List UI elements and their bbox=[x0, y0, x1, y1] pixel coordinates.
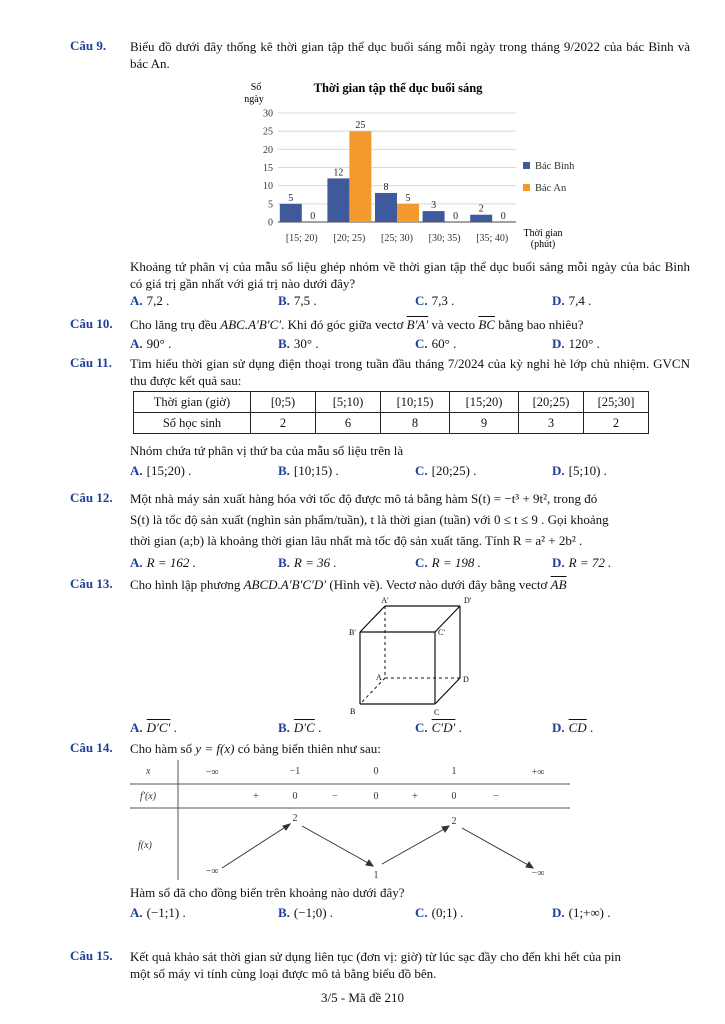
chart-legend-swatch bbox=[523, 184, 530, 191]
chart-ylabel-1: Số bbox=[250, 82, 262, 93]
q14-option-c[interactable]: C. (0;1) . bbox=[415, 905, 464, 920]
q9-option-c[interactable]: C. 7,3 . bbox=[415, 293, 455, 308]
q11-option-d[interactable]: D. [5;10) . bbox=[552, 463, 607, 478]
chart-data-label: 2 bbox=[478, 203, 484, 215]
chart-title: Thời gian tập thể dục buổi sáng bbox=[313, 81, 483, 95]
q9-option-d[interactable]: D. 7,4 . bbox=[552, 293, 592, 308]
q14-variation-table bbox=[130, 760, 570, 882]
chart-ylabel-2: ngày bbox=[244, 94, 264, 105]
table-cell: [0;5) bbox=[251, 392, 316, 413]
vt-f-right: −∞ bbox=[531, 868, 545, 879]
q10-option-b[interactable]: B. 30° . bbox=[278, 336, 319, 351]
table-cell: [10;15) bbox=[381, 392, 450, 413]
q11-option-a[interactable]: A. [15;20) . bbox=[130, 463, 192, 478]
chart-ytick-label: 10 bbox=[263, 181, 273, 193]
q14-text: Cho hàm số y = f(x) có bảng biến thiên như sau: bbox=[130, 741, 381, 756]
chart-ytick-label: 30 bbox=[263, 108, 273, 120]
chart-data-label: 0 bbox=[500, 211, 506, 222]
chart-xtick-label: [25; 30) bbox=[381, 233, 413, 244]
q10-text: Cho lăng trụ đều ABC.A′B′C′. Khi đó góc giữa vectơ B′A′ và vecto $\overline{BC}$ bằng bao nhiêu? bbox=[130, 317, 584, 332]
q9-options bbox=[130, 293, 700, 311]
chart-bar bbox=[349, 131, 371, 222]
q10-option-d[interactable]: D. 120° . bbox=[552, 336, 600, 351]
chart-data-label: 3 bbox=[431, 200, 437, 212]
q10-number: Câu 10. bbox=[70, 316, 113, 331]
q13-option-a[interactable]: A. D′C′ . bbox=[130, 720, 177, 735]
q14-option-d[interactable]: D. (1;+∞) . bbox=[552, 905, 611, 920]
q9-question: Khoảng tứ phân vị của mẫu số liệu ghép nhóm về thời gian tập thể dục buổi sáng mỗi ngày của bác Bình có giá trị gần nhất với giá trị nào dưới đây? bbox=[130, 259, 690, 291]
q11-text: Tìm hiểu thời gian sử dụng điện thoại trong tuần đầu tháng 7/2024 của kỳ nghỉ hè lớp chủ nhiệm. GVCN thu được kết quả sau: bbox=[130, 356, 690, 388]
chart-legend-label: Bác Bình bbox=[535, 161, 575, 172]
q9-text: Biểu đồ dưới đây thống kê thời gian tập thể dục buổi sáng mỗi ngày trong tháng 9/2022 của bác Bình và bác An. bbox=[130, 39, 690, 71]
chart-legend-label: Bác An bbox=[535, 183, 567, 194]
chart-xlabel-2: (phút) bbox=[530, 239, 556, 250]
q12-option-b[interactable]: B. R = 36 . bbox=[278, 555, 337, 570]
vt-sign-2: 0 bbox=[292, 791, 298, 802]
vt-sign-6: 0 bbox=[451, 791, 457, 802]
q14-option-a[interactable]: A. (−1;1) . bbox=[130, 905, 186, 920]
q10-option-a[interactable]: A. 90° . bbox=[130, 336, 172, 351]
vt-x-label: x bbox=[146, 766, 151, 777]
chart-data-label: 5 bbox=[288, 192, 294, 204]
chart-ytick-label: 25 bbox=[263, 126, 273, 138]
chart-ytick-label: 20 bbox=[263, 144, 273, 156]
chart-bar bbox=[375, 193, 397, 222]
vt-sign-5: + bbox=[412, 791, 418, 802]
chart-ytick-label: 0 bbox=[268, 217, 273, 229]
chart-data-label: 25 bbox=[355, 120, 366, 132]
q14-option-b[interactable]: B. (−1;0) . bbox=[278, 905, 334, 920]
q10-options bbox=[130, 336, 700, 354]
chart-xtick-label: [30; 35) bbox=[428, 233, 461, 244]
q13-option-d[interactable]: D. $\overline{CD}$ . bbox=[552, 720, 594, 735]
chart-xtick-label: [20; 25) bbox=[333, 233, 366, 244]
q14-number: Câu 14. bbox=[70, 740, 113, 755]
chart-ytick-label: 5 bbox=[268, 199, 273, 211]
vt-x-1: 1 bbox=[451, 766, 457, 777]
table-cell: 2 bbox=[251, 413, 316, 434]
q9-option-b[interactable]: B. 7,5 . bbox=[278, 293, 317, 308]
vt-sign-1: + bbox=[253, 791, 259, 802]
q13-cube-figure bbox=[340, 594, 485, 719]
vt-f-max2: 2 bbox=[451, 816, 457, 827]
q14-question: Hàm số đã cho đồng biến trên khoảng nào dưới đây? bbox=[130, 885, 405, 900]
cube-label-a1: A' bbox=[381, 596, 389, 605]
chart-bar bbox=[470, 215, 492, 222]
q14-options bbox=[130, 905, 700, 923]
vt-x-pos-inf: +∞ bbox=[531, 767, 545, 778]
q12-text: Một nhà máy sản xuất hàng hóa với tốc độ được mô tả bằng hàm S(t) = −t³ + 9t², trong đó S(t) là tốc độ sản xuất (nghìn sản phẩm/tuần), t là thời gian (tuần) với 0 ≤ t ≤ 9 . Gọi khoảng thời gian (a;b) là khoảng thời gian lâu nhất mà tốc độ sản xuất tăng. Tính R = a² + 2b² . bbox=[130, 491, 609, 548]
vt-x-0: 0 bbox=[373, 766, 379, 777]
q13-number: Câu 13. bbox=[70, 576, 113, 591]
vt-fp-label: f′(x) bbox=[140, 791, 157, 802]
table-cell: 3 bbox=[519, 413, 584, 434]
vt-f-label: f(x) bbox=[138, 840, 152, 851]
q12-option-c[interactable]: C. R = 198 . bbox=[415, 555, 481, 570]
table-header-time: Thời gian (giờ) bbox=[134, 392, 251, 413]
vt-sign-4: 0 bbox=[373, 791, 379, 802]
q13-text: Cho hình lập phương ABCD.A′B′C′D′ (Hình vẽ). Vectơ nào dưới đây bằng vectơ $\overline{AB}$ bbox=[130, 577, 567, 592]
table-cell: [5;10) bbox=[316, 392, 381, 413]
table-header-students: Số học sinh bbox=[134, 413, 251, 434]
chart-legend-swatch bbox=[523, 162, 530, 169]
cube-label-c: C bbox=[434, 708, 440, 717]
q10-option-c[interactable]: C. 60° . bbox=[415, 336, 457, 351]
table-cell: 6 bbox=[316, 413, 381, 434]
chart-bar bbox=[423, 211, 445, 222]
vt-f-max1: 2 bbox=[292, 813, 298, 824]
q11-question: Nhóm chứa tứ phân vị thứ ba của mẫu số liệu trên là bbox=[130, 443, 404, 458]
q15-text: Kết quả khảo sát thời gian sử dụng liên tục (đơn vị: giờ) từ lúc sạc đầy cho đến khi hết của pin một số máy vi tính cùng loại được mô tả bằng biểu đồ bên. bbox=[130, 949, 622, 981]
chart-xtick-label: [15; 20) bbox=[285, 233, 318, 244]
chart-bar bbox=[397, 204, 419, 222]
q12-option-a[interactable]: A. R = 162 . bbox=[130, 555, 196, 570]
chart-xlabel-1: Thời gian bbox=[523, 228, 563, 239]
table-cell: [25;30] bbox=[584, 392, 649, 413]
table-cell: 8 bbox=[381, 413, 450, 434]
page-footer: 3/5 - Mã đề 210 bbox=[320, 990, 405, 1005]
chart-data-label: 12 bbox=[333, 167, 344, 179]
q11-data-table bbox=[133, 391, 649, 434]
table-row bbox=[134, 392, 649, 413]
q11-option-c[interactable]: C. [20;25) . bbox=[415, 463, 477, 478]
chart-data-label: 0 bbox=[310, 211, 316, 222]
vt-x-neg-inf: −∞ bbox=[205, 767, 219, 778]
chart-bar bbox=[327, 178, 349, 222]
chart-ytick-label: 15 bbox=[263, 163, 273, 174]
table-cell: 9 bbox=[450, 413, 519, 434]
q11-options bbox=[130, 463, 700, 481]
chart-data-label: 8 bbox=[383, 181, 389, 193]
cube-label-a: A bbox=[376, 673, 382, 682]
table-row bbox=[134, 413, 649, 434]
cube-label-b1: B' bbox=[349, 628, 356, 637]
q11-option-b[interactable]: B. [10;15) . bbox=[278, 463, 339, 478]
vt-sign-3: − bbox=[332, 791, 338, 802]
vt-f-left: −∞ bbox=[205, 866, 219, 877]
cube-label-b: B bbox=[350, 707, 356, 716]
chart-data-label: 0 bbox=[453, 211, 459, 222]
cube-label-d1: D' bbox=[464, 596, 472, 605]
q9-number: Câu 9. bbox=[70, 38, 107, 53]
q12-option-d[interactable]: D. R = 72 . bbox=[552, 555, 612, 570]
q11-number: Câu 11. bbox=[70, 355, 112, 370]
q12-number: Câu 12. bbox=[70, 490, 113, 505]
vt-sign-7: − bbox=[493, 791, 499, 802]
q9-bar-chart bbox=[238, 76, 608, 256]
chart-xtick-label: [35; 40) bbox=[476, 233, 509, 244]
q13-options bbox=[130, 720, 700, 738]
q15-number: Câu 15. bbox=[70, 948, 113, 963]
vt-f-min: 1 bbox=[373, 870, 379, 881]
table-cell: [15;20) bbox=[450, 392, 519, 413]
q13-option-b[interactable]: B. D′C . bbox=[278, 720, 322, 735]
chart-bar bbox=[280, 204, 302, 222]
q12-options bbox=[130, 555, 700, 573]
vt-x-neg1: −1 bbox=[289, 766, 301, 777]
q13-option-c[interactable]: C. C′D′ . bbox=[415, 720, 462, 735]
table-cell: 2 bbox=[584, 413, 649, 434]
table-cell: [20;25) bbox=[519, 392, 584, 413]
cube-label-d: D bbox=[463, 675, 469, 684]
cube-label-c1: C' bbox=[438, 628, 445, 637]
q9-option-a[interactable]: A. 7,2 . bbox=[130, 293, 170, 308]
chart-data-label: 5 bbox=[405, 192, 411, 204]
